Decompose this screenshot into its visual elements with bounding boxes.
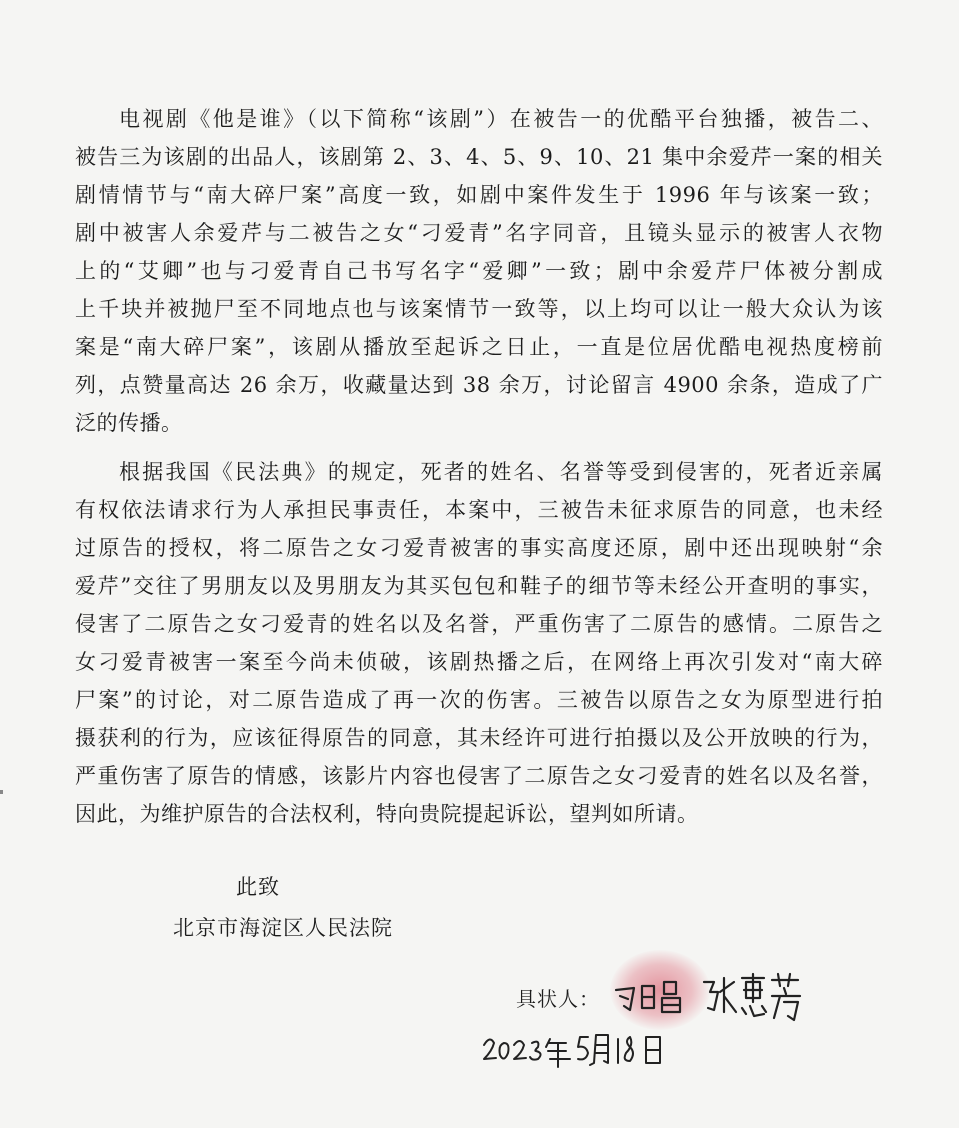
paragraph-legal-basis (75, 453, 883, 833)
text-line: 上的“艾卿”也与刁爱青自己书写名字“爱卿”一致；剧中余爱芹尸体被分割成 (75, 259, 883, 283)
paragraph-case-facts (75, 100, 883, 442)
text-line: 过原告的授权，将二原告之女刁爱青被害的事实高度还原，剧中还出现映射“余 (75, 536, 883, 560)
text-line: 有权依法请求行为人承担民事责任，本案中，三被告未征求原告的同意，也未经 (75, 498, 883, 522)
text-line: 上千块并被抛尸至不同地点也与该案情节一致等，以上均可以让一般大众认为该 (75, 297, 883, 321)
text-line: 列，点赞量高达 26 余万，收藏量达到 38 余万，讨论留言 4900 余条，造成了广 (75, 373, 883, 397)
margin-mark (0, 790, 3, 794)
signer-label: 具状人： (516, 987, 600, 1011)
text-line: 女刁爱青被害一案至今尚未侦破，该剧热播之后，在网络上再次引发对“南大碎 (75, 650, 883, 674)
text-line: 案是“南大碎尸案”，该剧从播放至起诉之日止，一直是位居优酷电视热度榜前 (75, 335, 883, 359)
text-line: 尸案”的讨论，对二原告造成了再一次的伤害。三被告以原告之女为原型进行拍 (75, 688, 883, 712)
handwritten-signature (608, 968, 808, 1028)
handwritten-date (478, 1025, 678, 1070)
text-line: 侵害了二原告之女刁爱青的姓名以及名誉，严重伤害了二原告的感情。二原告之 (75, 612, 883, 636)
salutation: 此致 (236, 875, 280, 899)
text-line: 电视剧《他是谁》（以下简称“该剧”）在被告一的优酷平台独播，被告二、 (119, 107, 883, 131)
text-line: 剧情情节与“南大碎尸案”高度一致，如剧中案件发生于 1996 年与该案一致； (75, 183, 883, 207)
text-line: 剧中被害人余爱芹与二被告之女“刁爱青”名字同音，且镜头显示的被害人衣物 (75, 221, 883, 245)
text-line: 严重伤害了原告的情感，该影片内容也侵害了二原告之女刁爱青的姓名以及名誉， (75, 764, 883, 788)
court-name: 北京市海淀区人民法院 (173, 916, 393, 940)
text-line: 因此，为维护原告的合法权利，特向贵院提起诉讼，望判如所请。 (75, 802, 699, 826)
text-line: 根据我国《民法典》的规定，死者的姓名、名誉等受到侵害的，死者近亲属 (119, 460, 883, 484)
text-line: 爱芹”交往了男朋友以及男朋友为其买包包和鞋子的细节等未经公开查明的事实， (75, 574, 883, 598)
text-line: 泛的传播。 (75, 411, 183, 435)
text-line: 摄获利的行为，应该征得原告的同意，其未经许可进行拍摄以及公开放映的行为， (75, 726, 883, 750)
text-line: 被告三为该剧的出品人，该剧第 2、3、4、5、9、10、21 集中余爱芹一案的相关 (75, 145, 883, 169)
